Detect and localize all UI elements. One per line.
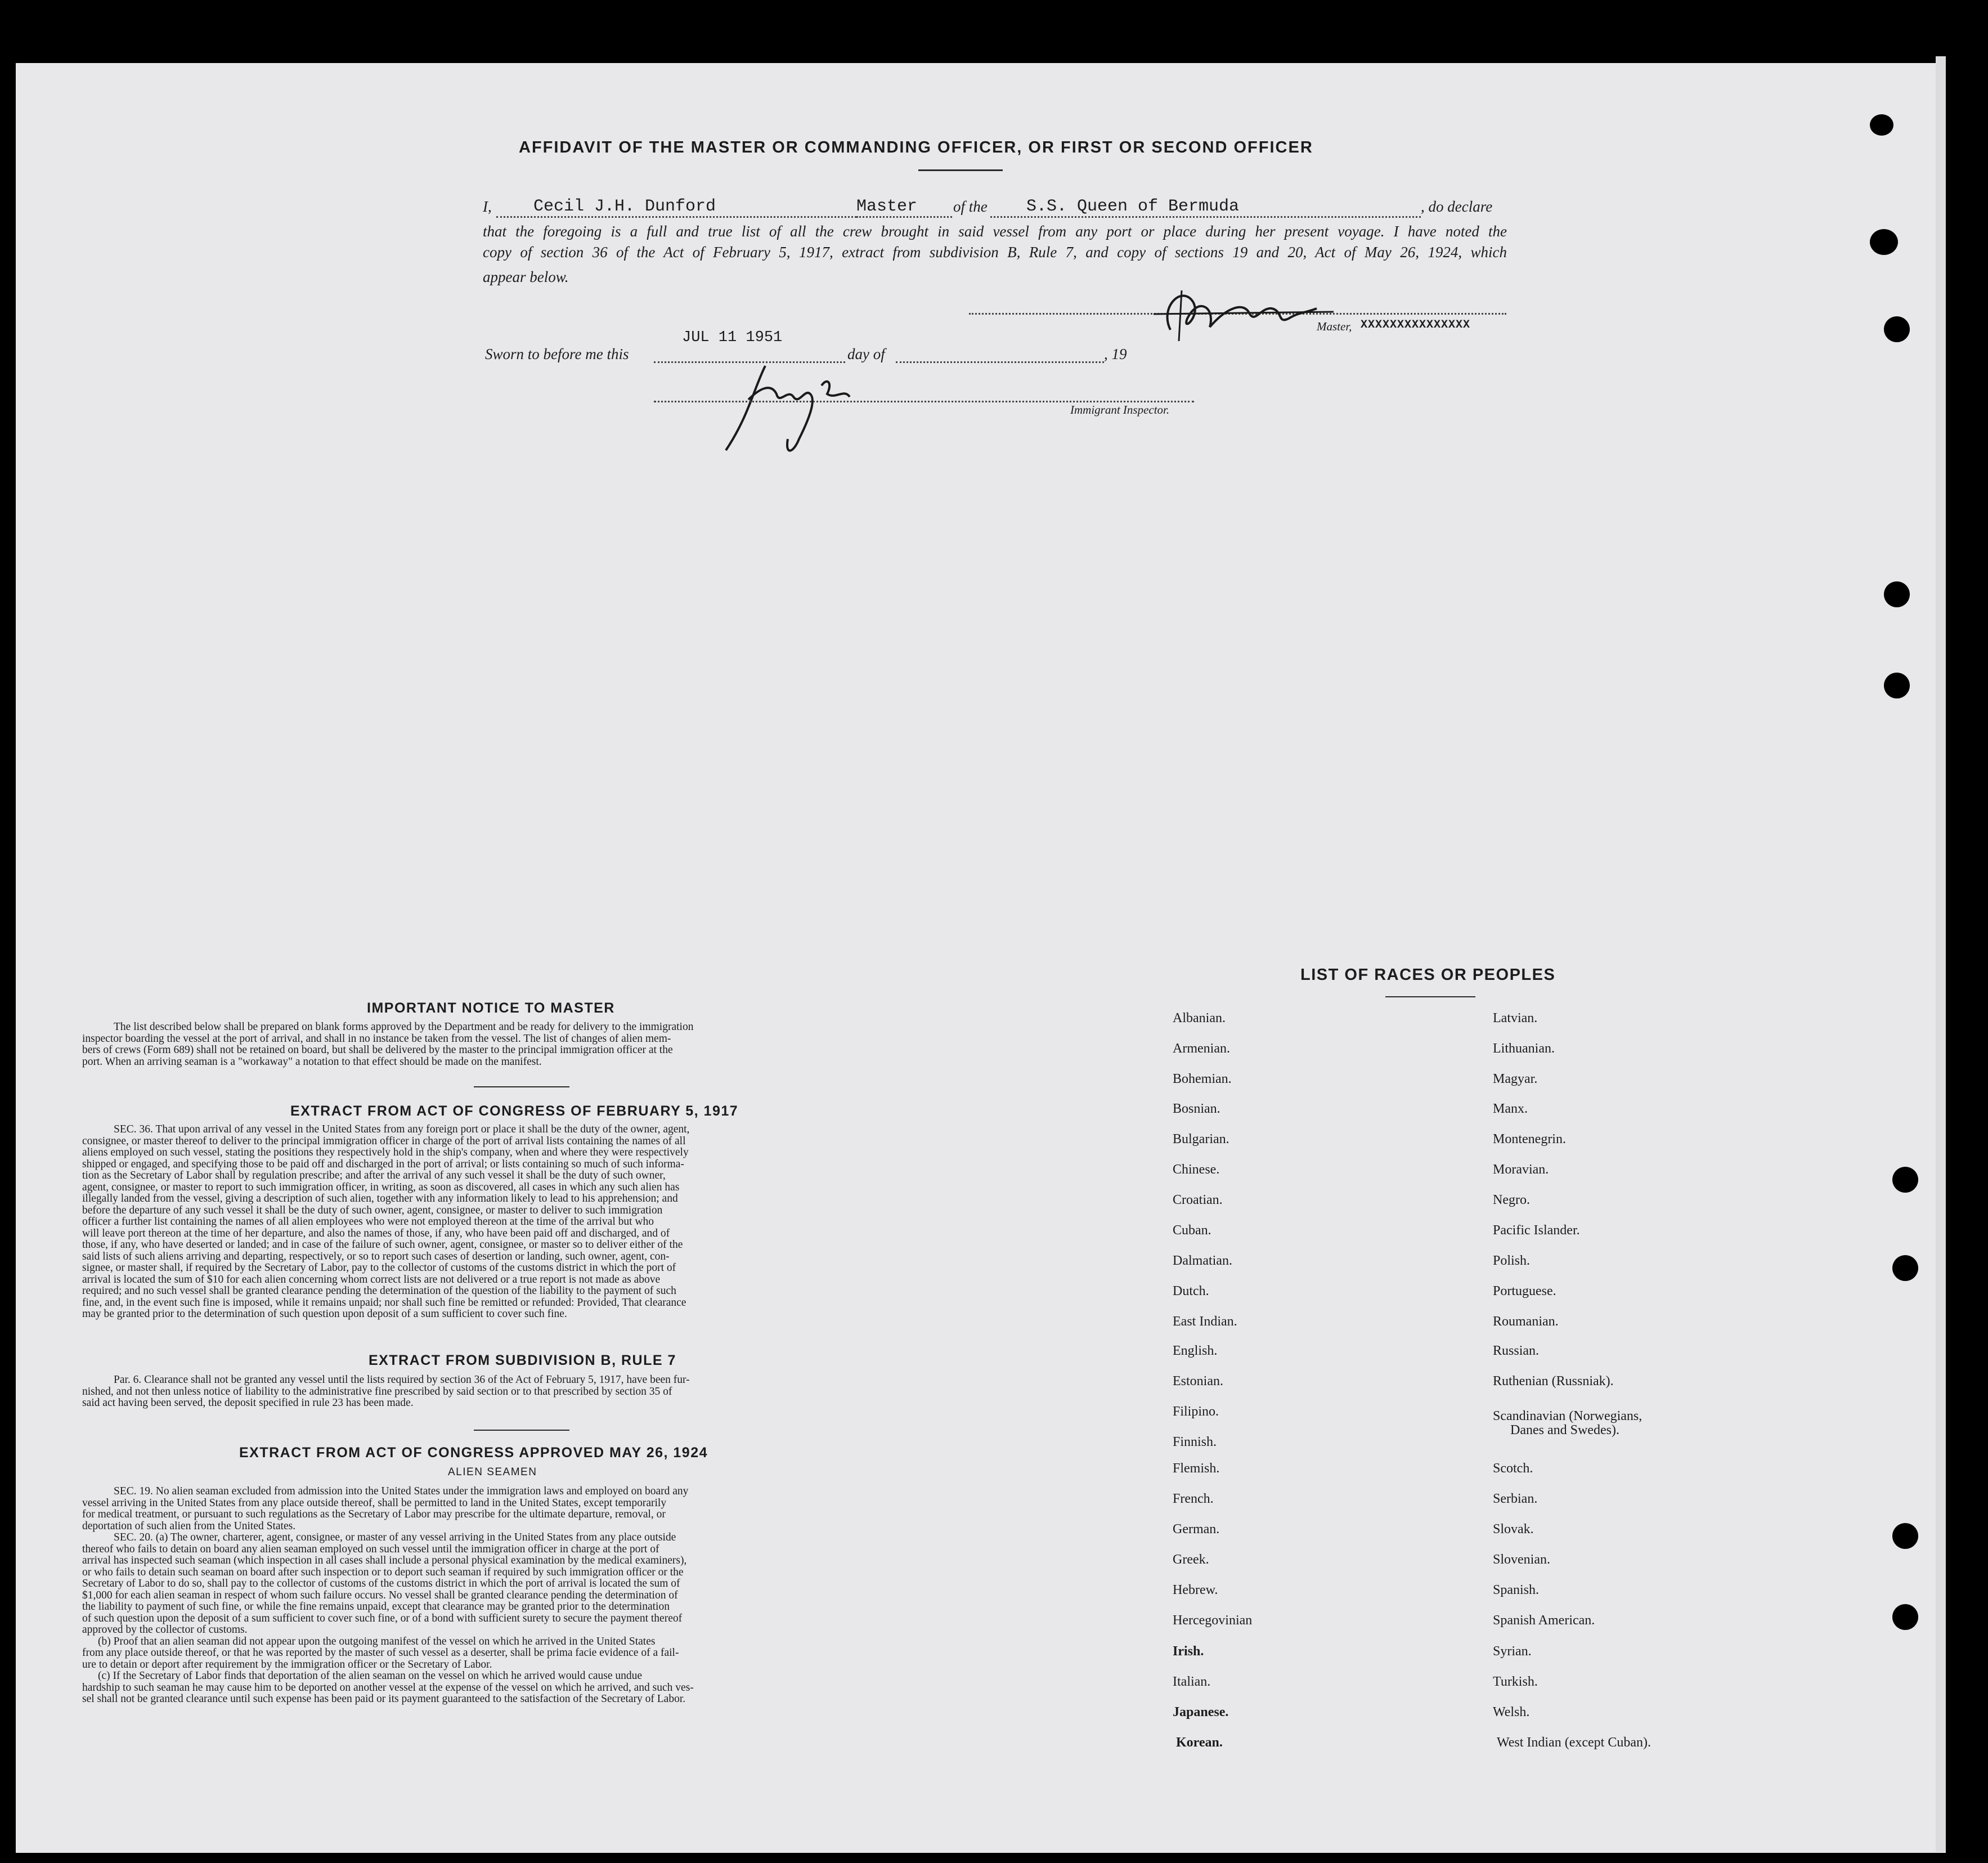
- race-item: Greek.: [1173, 1552, 1209, 1567]
- race-item: German.: [1173, 1522, 1220, 1537]
- race-item: Hercegovinian: [1173, 1613, 1253, 1628]
- notice-text: [82, 1022, 926, 1068]
- race-item: English.: [1173, 1343, 1218, 1358]
- extract-line: officer a further list containing the names of all alien employees who were not employed thereon at the time of the arrival but who: [82, 1216, 654, 1228]
- races-rule: [1385, 996, 1475, 997]
- subdivision-rule: [474, 1430, 569, 1431]
- race-item: Lithuanian.: [1493, 1041, 1555, 1056]
- day-of-label: day of: [847, 346, 885, 362]
- extract-line: SEC. 19. No alien seaman excluded from admission into the United States under the immigration laws and employed on board any: [114, 1485, 689, 1497]
- race-item: French.: [1173, 1492, 1214, 1506]
- race-item: Bosnian.: [1173, 1101, 1220, 1116]
- extract-line: required; and no such vessel shall be granted clearance pending the determination of the question of the liability to the payment of such: [82, 1285, 676, 1297]
- title-rule: [918, 169, 1003, 171]
- race-item: Slovak.: [1493, 1522, 1534, 1537]
- race-item: Syrian.: [1493, 1644, 1532, 1659]
- extract-line: before the departure of any such vessel it shall be the duty of such owner, agent, consignee, or master to deliver to such immigration: [82, 1204, 663, 1216]
- extract-line: tion as the Secretary of Labor shall by regulation prescribe; and after the arrival of any such vessel it shall be the duty of such owner,: [82, 1170, 666, 1181]
- race-item: Bulgarian.: [1173, 1132, 1229, 1147]
- punch-hole: [1892, 1604, 1918, 1630]
- struck-titles: XXXXXXXXXXXXXXX: [1361, 319, 1471, 332]
- extract-line: Secretary of Labor to do so, shall pay to the collector of customs of the customs district in which the port of arrival is located the sum of: [82, 1578, 680, 1589]
- race-item: Dutch.: [1173, 1284, 1209, 1298]
- punch-hole: [1884, 673, 1910, 698]
- race-item: Bohemian.: [1173, 1072, 1232, 1086]
- race-item: Chinese.: [1173, 1162, 1220, 1177]
- extract-line: SEC. 20. (a) The owner, charterer, agent, consignee, or master of any vessel arriving in the United States from any place outside: [114, 1531, 676, 1543]
- notice-line: inspector boarding the vessel at the port of arrival, and shall in no instance be taken from the vessel. The list of changes of alien mem-: [82, 1032, 671, 1045]
- extract-line: aliens employed on such vessel, stating the positions they respectively hold in the ship's company, when and where they were respectively: [82, 1147, 689, 1158]
- name-line: [496, 216, 856, 218]
- extract-line: sel shall not be granted clearance until such expense has been paid or its payment guaranteed to the satisfaction of the Secretary of Labor.: [82, 1693, 686, 1705]
- extract-line: may be granted prior to the determination of such question upon deposit of a sum sufficient to cover such fine.: [82, 1308, 567, 1320]
- extract-line: signee, or master shall, if required by the Secretary of Labor, pay to the collector of customs of the customs district in which the port of: [82, 1262, 676, 1274]
- race-item: Russian.: [1493, 1343, 1540, 1358]
- race-item: Scandinavian (Norwegians,: [1493, 1409, 1643, 1423]
- race-item: Italian.: [1173, 1674, 1211, 1689]
- race-item: Scotch.: [1493, 1461, 1533, 1476]
- do-declare-label: , do declare: [1421, 198, 1493, 215]
- punch-hole: [1892, 1167, 1918, 1193]
- extract-1917-text: [82, 1124, 926, 1320]
- extract-1917-heading: EXTRACT FROM ACT OF CONGRESS OF FEBRUARY 5, 1917: [290, 1103, 739, 1119]
- extract-line: of such question upon the deposit of a sum sufficient to cover such fine, or of a bond with sufficient surety to secure the payment thereof: [82, 1612, 683, 1624]
- race-item: Japanese.: [1173, 1705, 1229, 1719]
- race-item: Latvian.: [1493, 1011, 1538, 1025]
- inspector-signature: [715, 355, 883, 456]
- race-item: Serbian.: [1493, 1492, 1538, 1506]
- extract-1924-heading: EXTRACT FROM ACT OF CONGRESS APPROVED MAY 26, 1924: [239, 1445, 708, 1461]
- race-item: Croatian.: [1173, 1193, 1223, 1207]
- race-item: Finnish.: [1173, 1435, 1217, 1449]
- extract-line: from any place outside thereof, or that he was reported by the master of such vessel as a deserter, shall be prima facie evidence of a fail-: [82, 1647, 679, 1659]
- extract-line: fine, and, in the event such fine is imposed, while it remains unpaid; nor shall such fine be remitted or refunded: Provided, That clearance: [82, 1296, 686, 1309]
- race-item: Estonian.: [1173, 1374, 1223, 1389]
- race-item: Turkish.: [1493, 1674, 1538, 1689]
- races-heading: LIST OF RACES OR PEOPLES: [1300, 966, 1556, 984]
- race-item: Manx.: [1493, 1101, 1528, 1116]
- extract-line: thereof who fails to detain on board any alien seaman employed on such vessel until the immigration officer in charge at the port of: [82, 1543, 659, 1555]
- race-item: Moravian.: [1493, 1162, 1549, 1177]
- notice-rule: [474, 1086, 569, 1087]
- extract-line: ure to detain or deport after requirement by the immigration officer or the Secretary of Labor.: [82, 1658, 492, 1671]
- sworn-label: Sworn to before me this: [485, 346, 629, 362]
- race-item: Slovenian.: [1493, 1552, 1550, 1567]
- subdivision-heading: EXTRACT FROM SUBDIVISION B, RULE 7: [369, 1353, 676, 1368]
- extract-line: will leave port thereon at the time of her departure, and also the names of those, if any, who have been paid off and discharged, and of: [82, 1227, 670, 1239]
- punch-hole: [1870, 114, 1893, 136]
- extract-line: the liability to payment of such fine, or while the fine remains unpaid, except that clearance may be granted prior to the determination: [82, 1601, 670, 1613]
- page-edge: [1936, 56, 1946, 1852]
- vessel-line: [990, 216, 1421, 218]
- master-rank: Master: [856, 197, 918, 216]
- extract-line: or who fails to detain such seaman on board after such inspection or to deport such seaman if required by such immigration officer or the: [82, 1566, 684, 1578]
- inspector-caption: Immigrant Inspector.: [1070, 403, 1170, 417]
- declaration-line-4: appear below.: [483, 268, 569, 285]
- race-item: Magyar.: [1493, 1072, 1538, 1086]
- race-item: Spanish.: [1493, 1583, 1540, 1597]
- master-caption: Master,: [1317, 320, 1352, 333]
- extract-line: (c) If the Secretary of Labor finds that deportation of the alien seaman on the vessel on which he arrived would cause undue: [98, 1670, 643, 1682]
- i-label: I,: [483, 198, 492, 215]
- extract-line: SEC. 36. That upon arrival of any vessel in the United States from any foreign port or place it shall be the duty of the owner, agent,: [114, 1123, 690, 1135]
- date-stamp: JUL 11 1951: [682, 329, 783, 346]
- subdivision-line: nished, and not then unless notice of liability to the administrative fine prescribed by said section or to that prescribed by section 35 of: [82, 1385, 672, 1398]
- extract-line: arrival has inspected such seaman (which inspection in all cases shall include a personal physical examination by the medical examiners),: [82, 1555, 687, 1566]
- punch-hole: [1870, 229, 1898, 255]
- race-item: Welsh.: [1493, 1705, 1530, 1719]
- race-item: Armenian.: [1173, 1041, 1230, 1056]
- subdivision-text: [82, 1374, 926, 1409]
- punch-hole: [1884, 581, 1910, 607]
- master-name: Cecil J.H. Dunford: [533, 197, 716, 216]
- extract-line: arrival is located the sum of $10 for each alien concerning whom correct lists are not delivered or a true report is not made as above: [82, 1273, 661, 1286]
- extract-line: $1,000 for each alien seaman in respect of whom such failure occurs. No vessel shall be granted clearance pending the determination of: [82, 1589, 678, 1601]
- race-item: Portuguese.: [1493, 1284, 1556, 1298]
- race-item: Korean.: [1176, 1735, 1223, 1750]
- subdivision-line: said act having been served, the deposit specified in rule 23 has been made.: [82, 1397, 414, 1409]
- of-the-label: of the: [953, 198, 988, 215]
- extract-line: (b) Proof that an alien seaman did not appear upon the outgoing manifest of the vessel on which he arrived in the United States: [98, 1635, 656, 1647]
- race-item: Hebrew.: [1173, 1583, 1218, 1597]
- race-item: Polish.: [1493, 1253, 1531, 1268]
- race-item: Montenegrin.: [1493, 1132, 1566, 1147]
- punch-hole: [1892, 1523, 1918, 1549]
- race-item: East Indian.: [1173, 1314, 1237, 1329]
- notice-heading: IMPORTANT NOTICE TO MASTER: [367, 1000, 615, 1016]
- race-item: West Indian (except Cuban).: [1497, 1735, 1651, 1750]
- race-item: Ruthenian (Russniak).: [1493, 1374, 1614, 1389]
- subdivision-line: Par. 6. Clearance shall not be granted any vessel until the lists required by section 36 of the Act of February 5, 1917, have been fur-: [114, 1374, 690, 1386]
- race-item: Danes and Swedes).: [1510, 1423, 1619, 1437]
- inspector-signature-line: [654, 401, 1194, 402]
- race-item: Roumanian.: [1493, 1314, 1559, 1329]
- rank-line: [856, 216, 952, 218]
- extract-line: shipped or engaged, and specifying those to be paid off and discharged in the port of arrival; or lists containing so much of such informa-: [82, 1158, 684, 1170]
- race-item: Pacific Islander.: [1493, 1223, 1580, 1238]
- extract-1924-text: [82, 1486, 926, 1705]
- extract-line: hardship to such seaman he may cause him to be deported on another vessel at the expense of the vessel on which he arrived, and such ves-: [82, 1681, 694, 1694]
- punch-hole: [1884, 316, 1910, 342]
- vessel-name: S.S. Queen of Bermuda: [1026, 197, 1240, 216]
- extract-line: agent, consignee, or master to report to such immigration officer, in writing, as soon as discovered, all cases in which any such alien has: [82, 1181, 680, 1193]
- extract-line: deportation of such alien from the United States.: [82, 1520, 296, 1532]
- affidavit-title: AFFIDAVIT OF THE MASTER OR COMMANDING OFFICER, OR FIRST OR SECOND OFFICER: [519, 138, 1313, 156]
- extract-line: illegally landed from the vessel, giving a description of such alien, together with any information likely to lead to his apprehension; and: [82, 1193, 678, 1204]
- race-item: Irish.: [1173, 1644, 1204, 1659]
- year-label: , 19: [1104, 346, 1127, 362]
- master-signature: [1148, 274, 1339, 347]
- race-item: Dalmatian.: [1173, 1253, 1232, 1268]
- race-item: Flemish.: [1173, 1461, 1220, 1476]
- race-item: Spanish American.: [1493, 1613, 1595, 1628]
- month-line: [896, 361, 1104, 363]
- extract-line: said lists of such aliens arriving and departing, respectively, or so to report such cases of desertion or landing, such owner, agent, con-: [82, 1250, 670, 1262]
- race-item: Filipino.: [1173, 1404, 1219, 1419]
- extract-line: consignee, or master thereof to deliver to the principal immigration officer in charge of the port of arrival lists containing the names of all: [82, 1135, 686, 1147]
- notice-line: The list described below shall be prepared on blank forms approved by the Department and be ready for delivery to the immigration: [114, 1021, 694, 1033]
- extract-line: those, if any, who have deserted or landed; and in case of the failure of such owner, agent, consignee, or master so to deliver either of the: [82, 1239, 683, 1251]
- race-item: Cuban.: [1173, 1223, 1211, 1238]
- extract-line: approved by the collector of customs.: [82, 1624, 248, 1636]
- race-item: Negro.: [1493, 1193, 1530, 1207]
- declaration-line-2: that the foregoing is a full and true list of all the crew brought in said vessel from any port or place during her present voyage. I have noted the: [483, 223, 1507, 240]
- extract-line: for medical treatment, or pursuant to such regulations as the Secretary of Labor may prescribe for the ultimate departure, removal, or: [82, 1508, 666, 1520]
- notice-line: bers of crews (Form 689) shall not be retained on board, but shall be delivered by the master to the principal immigration officer at the: [82, 1044, 673, 1056]
- extract-1924-subheading: ALIEN SEAMEN: [448, 1466, 537, 1478]
- race-item: Albanian.: [1173, 1011, 1226, 1025]
- notice-line: port. When an arriving seaman is a "workaway" a notation to that effect should be made on the manifest.: [82, 1055, 542, 1068]
- punch-hole: [1892, 1255, 1918, 1281]
- extract-line: vessel arriving in the United States from any place outside thereof, shall be permitted to land in the United States, except temporarily: [82, 1497, 667, 1509]
- declaration-line-3: copy of section 36 of the Act of February 5, 1917, extract from subdivision B, Rule 7, and copy of sections 19 and 20, Act of May 26, 1924, which: [483, 244, 1507, 261]
